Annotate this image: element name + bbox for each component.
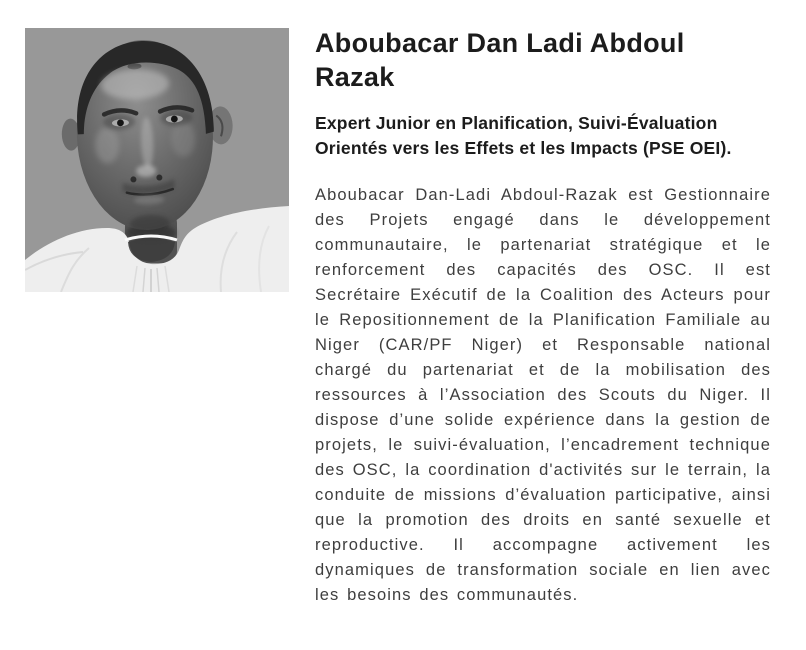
- profile-photo: [25, 28, 289, 292]
- portrait-photo-illustration: [25, 28, 289, 292]
- profile-name: Aboubacar Dan Ladi Abdoul Razak: [315, 28, 685, 92]
- profile-role: Expert Junior en Planification, Suivi-Évaluation Orientés vers les Effets et les Impacts (PSE OEI).: [315, 113, 732, 158]
- profile-content: [315, 26, 771, 608]
- profile-bio: Aboubacar Dan-Ladi Abdoul-Razak est Gestionnaire des Projets engagé dans le développement communautaire, le partenariat stratégique et le renforcement des capacités des OSC. Il est Secrétaire Exécutif de la Coalition des Acteurs pour le Repositionnement de la Planification Familiale au Niger (CAR/PF Niger) et Responsable national chargé du partenariat et de la mobilisation des ressources à l’Association des Scouts du Niger. Il dispose d’une solide expérience dans la gestion de projets, le suivi-évaluation, l’encadrement technique des OSC, la coordination d'activités sur le terrain, la conduite de missions d’évaluation participative, ainsi que la promotion des droits en santé sexuelle et reproductive. Il accompagne activement les dynamiques de transformation sociale en lien avec les besoins des communautés.: [315, 186, 771, 604]
